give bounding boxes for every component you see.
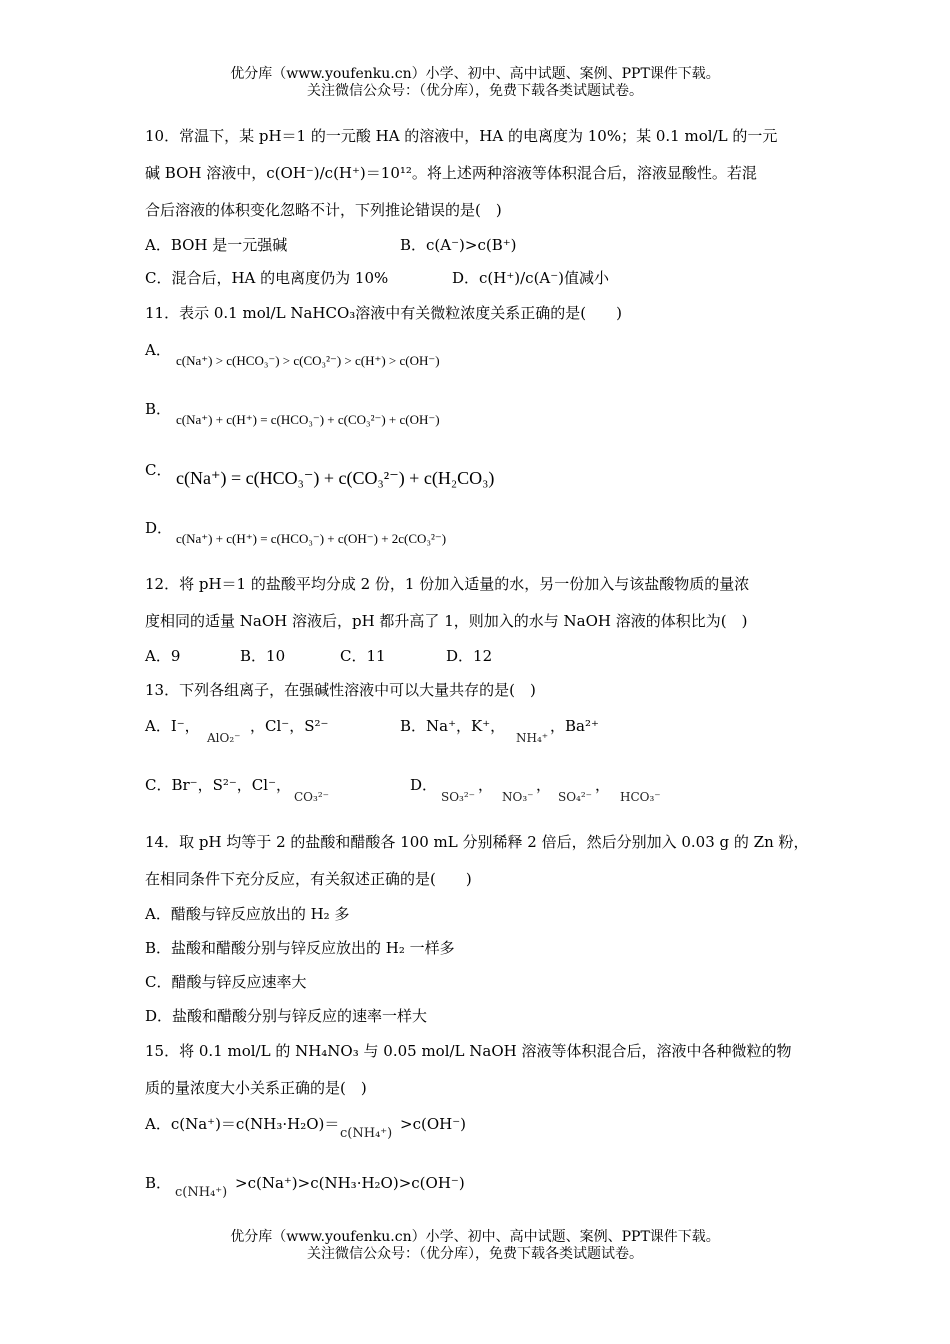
q15-line-2: 质的量浓度大小关系正确的是( ) [145,1079,367,1097]
q13-option-b-rest: ，Ba²⁺ [550,717,599,735]
q14-option-d: D．盐酸和醋酸分别与锌反应的速率一样大 [145,1007,428,1025]
q14-option-c: C．醋酸与锌反应速率大 [145,973,307,991]
q15-option-b-text: B． [145,1174,172,1192]
q13-option-a-text: A．I⁻， [145,717,200,735]
q13-comma-1: ， [478,776,494,794]
q12-line-2: 度相同的适量 NaOH 溶液后，pH 都升高了 1，则加入的水与 NaOH 溶液的体积比为( ) [145,612,748,630]
q12-option-c: C．11 [340,647,386,665]
q13-option-d-text: D． [410,776,438,794]
q10-line-3: 合后溶液的体积变化忽略不计，下列推论错误的是( ) [145,201,502,219]
q10-option-d: D．c(H⁺)/c(A⁻)值减小 [452,269,610,287]
q13-option-b-text: B．Na⁺，K⁺， [400,717,506,735]
q12-line-1: 12．将 pH＝1 的盐酸平均分成 2 份，1 份加入适量的水，另一份加入与该盐酸物质的量浓 [145,575,750,593]
q11-label-a: A． [145,341,171,359]
q13-comma-2: ， [536,776,552,794]
q11-formula-b: c(Na⁺) + c(H⁺) = c(HCO₃⁻) + c(CO₃²⁻) + c(OH⁻) [176,412,440,427]
q15-line-1: 15．将 0.1 mol/L 的 NH₄NO₃ 与 0.05 mol/L NaOH 溶液等体积混合后，溶液中各种微粒的物 [145,1042,792,1060]
q10-line-2: 碱 BOH 溶液中，c(OH⁻)/c(H⁺)＝10¹²。将上述两种溶液等体积混合后，溶液显酸性。若混 [145,164,757,182]
q13-ion-hco3: HCO₃⁻ [620,790,661,804]
q13-comma-3: ， [595,776,611,794]
q11-formula-c: c(Na⁺) = c(HCO₃⁻) + c(CO₃²⁻) + c(H₂CO₃) [176,468,495,488]
q13-ion-no3: NO₃⁻ [502,790,534,804]
q13-ion-so3: SO₃²⁻ [441,790,476,804]
q11-label-d: D． [145,519,173,537]
footer-line-2: 关注微信公众号：（优分库），免费下载各类试题试卷。 [307,1246,643,1262]
q11-stem: 11．表示 0.1 mol/L NaHCO₃溶液中有关微粒浓度关系正确的是( ) [145,304,622,322]
q14-line-1: 14．取 pH 均等于 2 的盐酸和醋酸各 100 mL 分别稀释 2 倍后，然后分别加入 0.03 g 的 Zn 粉， [145,833,809,851]
q13-ion-nh4: NH₄⁺ [516,731,549,745]
q11-label-b: B． [145,400,172,418]
q10-option-b: B．c(A⁻)>c(B⁺) [400,236,517,254]
q10-option-c: C．混合后，HA 的电离度仍为 10% [145,269,389,287]
q11-formula-d: c(Na⁺) + c(H⁺) = c(HCO₃⁻) + c(OH⁻) + 2c(CO₃²⁻) [176,531,447,546]
q15-option-a-text: A．c(Na⁺)＝c(NH₃·H₂O)＝ [145,1115,340,1133]
q12-option-a: A．9 [145,647,181,665]
q14-line-2: 在相同条件下充分反应，有关叙述正确的是( ) [145,870,472,888]
page-header [0,66,950,100]
q14-option-b: B．盐酸和醋酸分别与锌反应放出的 H₂ 一样多 [145,939,455,957]
page-footer [0,1229,950,1263]
header-line-2: 关注微信公众号：（优分库），免费下载各类试题试卷。 [307,83,643,99]
q12-option-d: D．12 [446,647,493,665]
q13-option-c-text: C．Br⁻，S²⁻，Cl⁻， [145,776,291,794]
q11-label-c: C． [145,461,172,479]
q15-ion-b: c(NH₄⁺) [175,1185,228,1200]
q15-option-a-rest: >c(OH⁻) [400,1115,466,1133]
q15-option-b-rest: >c(Na⁺)>c(NH₃·H₂O)>c(OH⁻) [235,1174,465,1192]
q13-ion-alo2: AlO₂⁻ [207,731,241,745]
q10-line-1: 10．常温下，某 pH＝1 的一元酸 HA 的溶液中，HA 的电离度为 10%；某 0.1 mol/L 的一元 [145,127,778,145]
q12-option-b: B．10 [240,647,286,665]
q10-option-a: A．BOH 是一元强碱 [145,236,288,254]
q15-ion-a: c(NH₄⁺) [340,1126,393,1141]
q13-stem: 13．下列各组离子，在强碱性溶液中可以大量共存的是( ) [145,681,536,699]
q13-ion-so4: SO₄²⁻ [558,790,593,804]
q14-option-a: A．醋酸与锌反应放出的 H₂ 多 [145,905,350,923]
q13-ion-co3: CO₃²⁻ [294,790,329,804]
q13-option-a-rest: ，Cl⁻，S²⁻ [250,717,329,735]
header-line-1: 优分库（www.youfenku.cn）小学、初中、高中试题、案例、PPT课件下载。 [230,66,720,82]
footer-line-1: 优分库（www.youfenku.cn）小学、初中、高中试题、案例、PPT课件下载。 [230,1229,720,1245]
q11-formula-a: c(Na⁺) > c(HCO₃⁻) > c(CO₃²⁻) > c(H⁺) > c(OH⁻) [176,353,440,368]
